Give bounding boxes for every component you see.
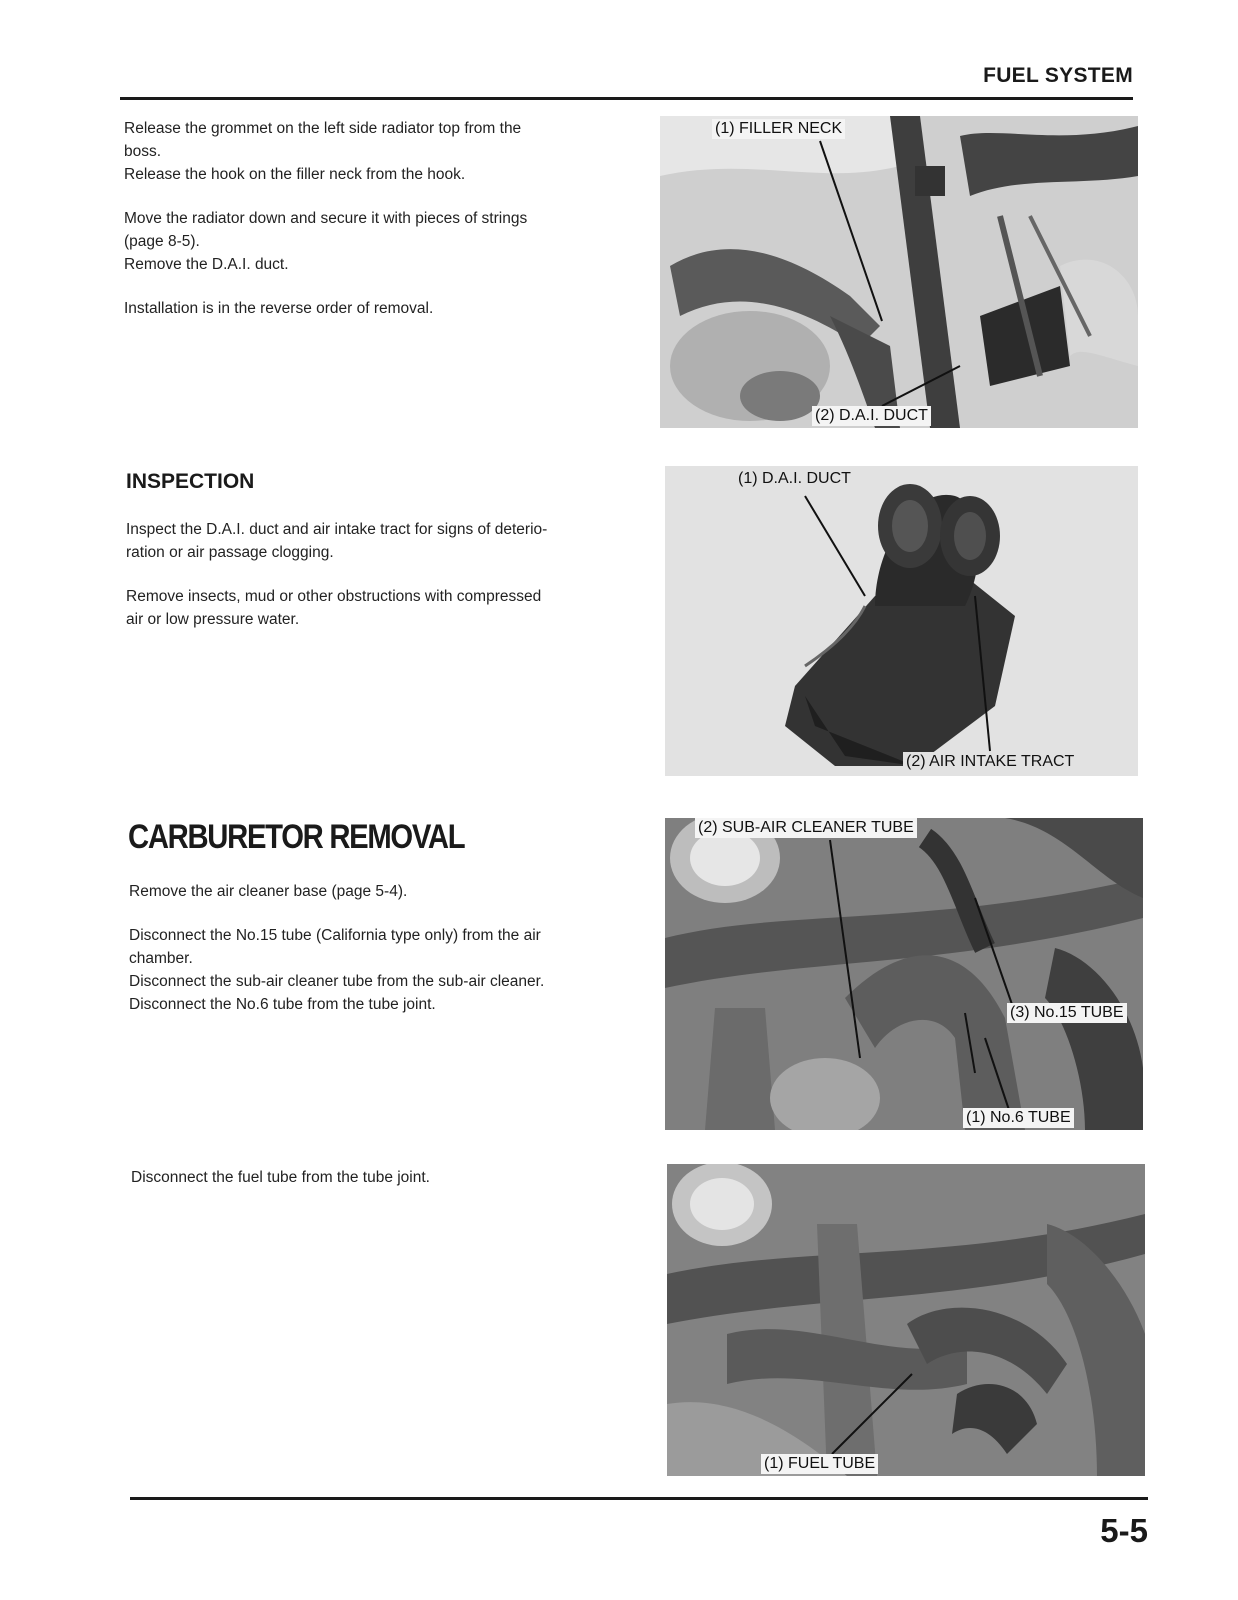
text-line: ration or air passage clogging. <box>126 544 334 561</box>
carburetor-removal-heading: CARBURETOR REMOVAL <box>128 818 465 856</box>
dai-duct-photo-art <box>665 466 1138 776</box>
dai-duct-label: (2) D.A.I. DUCT <box>812 406 931 426</box>
carburetor-text-block <box>129 880 639 1016</box>
text-line: Remove the D.A.I. duct. <box>124 256 289 273</box>
dai-duct-photo <box>665 466 1138 776</box>
removal-text-block <box>124 117 634 320</box>
text-line: Release the hook on the filler neck from the hook. <box>124 166 466 183</box>
text-line: Remove the air cleaner base (page 5-4). <box>129 883 408 900</box>
inspection-text-block <box>126 518 636 631</box>
fuel-tube-photo <box>667 1164 1145 1476</box>
sub-air-cleaner-tube-label: (2) SUB-AIR CLEANER TUBE <box>695 818 917 838</box>
text-line: Move the radiator down and secure it with pieces of strings <box>124 210 528 227</box>
text-line: Remove insects, mud or other obstructions with compressed <box>126 588 542 605</box>
no15-tube-label: (3) No.15 TUBE <box>1007 1003 1127 1023</box>
text-line: Disconnect the No.15 tube (California type only) from the air <box>129 927 541 944</box>
text-line: Inspect the D.A.I. duct and air intake tract for signs of deterio- <box>126 521 548 538</box>
inspection-heading: INSPECTION <box>126 470 255 493</box>
text-line: air or low pressure water. <box>126 611 300 628</box>
filler-neck-photo-art <box>660 116 1138 428</box>
no6-tube-label: (1) No.6 TUBE <box>963 1108 1074 1128</box>
filler-neck-photo <box>660 116 1138 428</box>
section-title: FUEL SYSTEM <box>983 64 1133 87</box>
text-line: boss. <box>124 143 162 160</box>
sub-air-cleaner-photo <box>665 818 1143 1130</box>
page-number: 5-5 <box>1100 1512 1148 1549</box>
text-line: Disconnect the fuel tube from the tube joint. <box>131 1169 430 1186</box>
filler-neck-label: (1) FILLER NECK <box>712 119 845 139</box>
header-rule <box>120 97 1133 100</box>
text-line: Disconnect the No.6 tube from the tube joint. <box>129 996 436 1013</box>
text-line: (page 8-5). <box>124 233 200 250</box>
fuel-tube-photo-art <box>667 1164 1145 1476</box>
fuel-tube-text-block <box>131 1166 641 1189</box>
text-line: Release the grommet on the left side radiator top from the <box>124 120 522 137</box>
sub-air-cleaner-photo-art <box>665 818 1143 1130</box>
fuel-tube-label: (1) FUEL TUBE <box>761 1454 878 1474</box>
air-intake-tract-label: (2) AIR INTAKE TRACT <box>903 752 1077 772</box>
footer-rule <box>130 1497 1148 1500</box>
dai-duct-label-2: (1) D.A.I. DUCT <box>735 469 854 489</box>
text-line: chamber. <box>129 950 193 967</box>
text-line: Installation is in the reverse order of removal. <box>124 300 434 317</box>
text-line: Disconnect the sub-air cleaner tube from the sub-air cleaner. <box>129 973 545 990</box>
